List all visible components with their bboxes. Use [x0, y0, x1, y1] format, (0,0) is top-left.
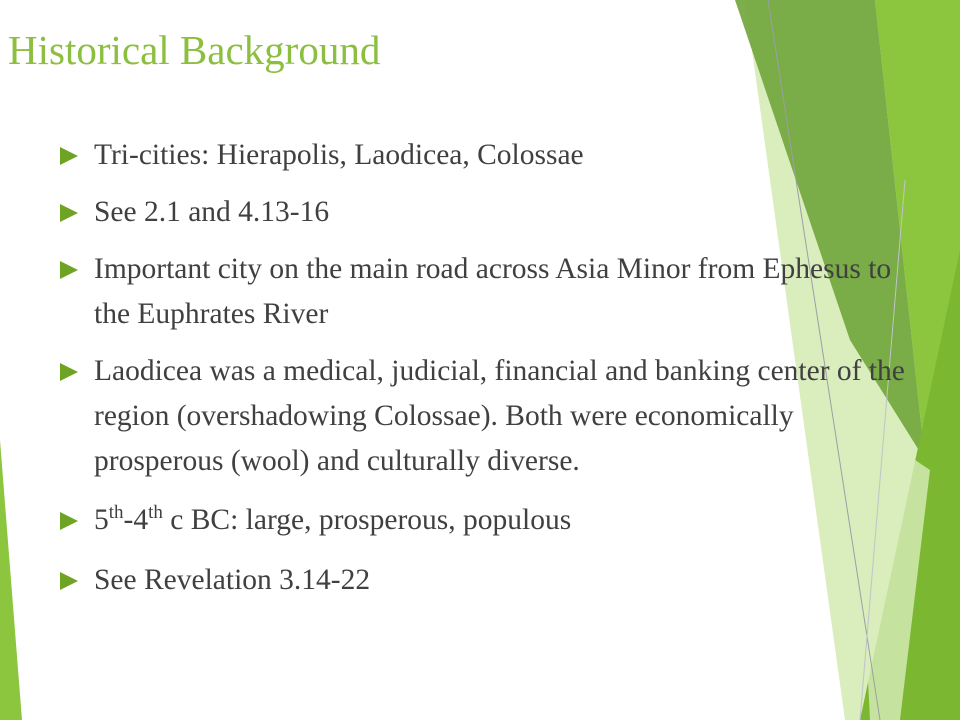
century-start: 5 — [94, 504, 109, 536]
left-green-sliver — [0, 440, 22, 720]
bullet-text: Laodicea was a medical, judicial, financial and banking center of the region (overshadowing Colossae). Both were economically prosperous (wool) and culturally diverse. — [94, 355, 905, 477]
bullet-item — [60, 349, 928, 484]
superscript-th: th — [108, 502, 124, 523]
bullet-text: See Revelation 3.14-22 — [94, 564, 371, 596]
bullet-item — [60, 190, 928, 235]
bullet-list — [60, 133, 928, 615]
slide-title: Historical Background — [8, 27, 381, 73]
century-end: -4 — [123, 504, 149, 536]
bullet-text: See 2.1 and 4.13-16 — [94, 196, 330, 228]
bullet-item — [60, 133, 928, 178]
bullet-item — [60, 498, 928, 546]
right-triangle-bullet-icon — [60, 512, 78, 530]
right-triangle-bullet-icon — [60, 363, 78, 381]
superscript-th: th — [148, 502, 163, 523]
bullet-item — [60, 247, 928, 337]
bullet-item — [60, 558, 928, 603]
right-triangle-bullet-icon — [60, 147, 78, 165]
bullet-text: Tri-cities: Hierapolis, Laodicea, Colossae — [94, 139, 584, 171]
century-description: c BC: large, prosperous, populous — [162, 504, 572, 536]
bullet-text-century — [94, 504, 571, 536]
right-triangle-bullet-icon — [60, 261, 78, 279]
bullet-text: Important city on the main road across Asia Minor from Ephesus to the Euphrates River — [94, 253, 892, 330]
right-triangle-bullet-icon — [60, 572, 78, 590]
right-triangle-bullet-icon — [60, 204, 78, 222]
